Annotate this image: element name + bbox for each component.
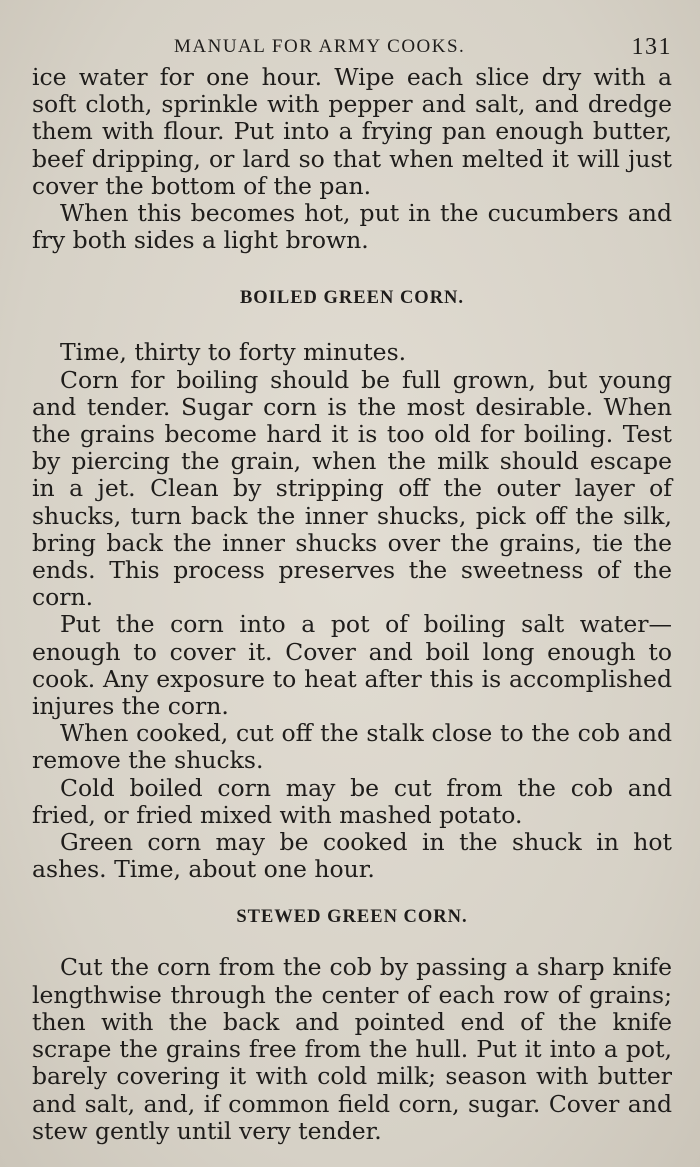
paragraph: When cooked, cut off the stalk close to the cob and remove the shucks. <box>32 719 672 775</box>
section-heading-boiled-green-corn: BOILED GREEN CORN. <box>239 288 465 309</box>
section-cucumbers-continued <box>32 64 672 254</box>
paragraph: Time, thirty to forty minutes. <box>60 338 407 367</box>
paragraph: Green corn may be cooked in the shuck in hot ashes. Time, about one hour. <box>32 828 672 884</box>
paragraph: Put the corn into a pot of boiling salt water—enough to cover it. Cover and boil long enough to cook. Any exposure to heat after this is accomplished injures the corn. <box>32 610 672 721</box>
section-heading-stewed-green-corn: STEWED GREEN CORN. <box>236 907 468 928</box>
page-number: 131 <box>631 34 672 60</box>
running-head <box>32 30 672 64</box>
paragraph: Corn for boiling should be full grown, but young and tender. Sugar corn is the most desirable. When the grains become hard it is too old for boiling. Test by piercing the grain, when the milk should escape in a jet. Clean by stripping off the outer layer of shucks, turn back the inner shucks, pick off the silk, bring back the inner shucks over the grains, tie the ends. This process preserves the sweetness of the corn. <box>32 365 672 612</box>
section-stewed-green-corn <box>32 954 672 1144</box>
running-title: MANUAL FOR ARMY COOKS. <box>174 36 466 57</box>
paragraph: ice water for one hour. Wipe each slice dry with a soft cloth, sprinkle with pepper and salt, and dredge them with flour. Put into a frying pan enough butter, beef dripping, or lard so that when melted it will just cover the bottom of the pan. <box>32 63 672 200</box>
paragraph: Cut the corn from the cob by passing a sharp knife lengthwise through the center of each row of grains; then with the back and pointed end of the knife scrape the grains free from the hull. Put it into a pot, barely covering it with cold milk; season with butter and salt, and, if common field corn, sugar. Cover and stew gently until very tender. <box>32 953 672 1145</box>
paragraph: Cold boiled corn may be cut from the cob and fried, or fried mixed with mashed potato. <box>32 773 672 829</box>
section-boiled-green-corn <box>32 339 672 883</box>
paragraph: When this becomes hot, put in the cucumbers and fry both sides a light brown. <box>32 199 672 255</box>
